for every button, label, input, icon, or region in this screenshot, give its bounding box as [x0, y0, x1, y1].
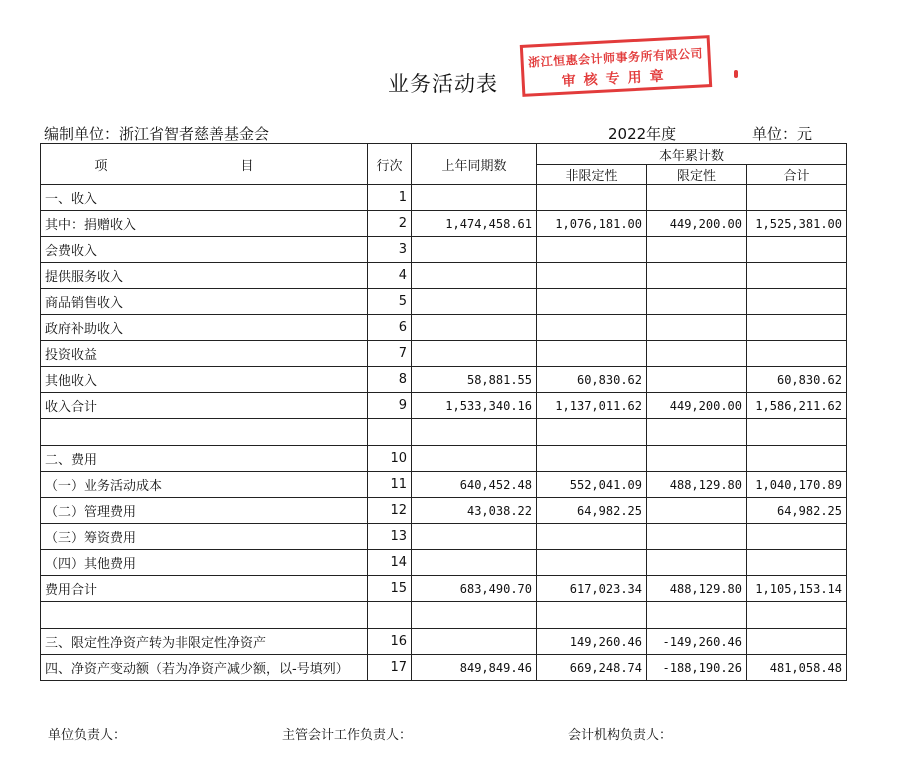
cell-prior-period — [412, 419, 537, 446]
cell-total — [747, 602, 847, 629]
cell-restricted: 449,200.00 — [647, 211, 747, 237]
cell-prior-period — [412, 446, 537, 472]
table-row — [41, 289, 847, 315]
cell-restricted — [647, 446, 747, 472]
cell-line-no: 10 — [368, 446, 412, 472]
cell-total — [747, 446, 847, 472]
cell-line-no: 15 — [368, 576, 412, 602]
cell-line-no — [368, 419, 412, 446]
cell-item: 政府补助收入 — [41, 315, 368, 341]
cell-item: （二）管理费用 — [41, 498, 368, 524]
cell-item: 会费收入 — [41, 237, 368, 263]
cell-unrestricted: 552,041.09 — [537, 472, 647, 498]
cell-item: （三）筹资费用 — [41, 524, 368, 550]
cell-line-no: 11 — [368, 472, 412, 498]
cell-line-no: 6 — [368, 315, 412, 341]
cell-unrestricted — [537, 550, 647, 576]
cell-item: 二、费用 — [41, 446, 368, 472]
cell-line-no: 2 — [368, 211, 412, 237]
cell-restricted: 488,129.80 — [647, 472, 747, 498]
cell-unrestricted — [537, 289, 647, 315]
cell-restricted — [647, 550, 747, 576]
cell-unrestricted — [537, 263, 647, 289]
table-row — [41, 419, 847, 446]
cell-unrestricted: 1,137,011.62 — [537, 393, 647, 419]
cell-line-no: 7 — [368, 341, 412, 367]
table-row — [41, 185, 847, 211]
cell-unrestricted: 60,830.62 — [537, 367, 647, 393]
cell-restricted — [647, 419, 747, 446]
cell-total — [747, 185, 847, 211]
footer-unit-head: 单位负责人： — [48, 728, 127, 743]
cell-unrestricted — [537, 341, 647, 367]
cell-total — [747, 524, 847, 550]
report-title: 业务活动表 — [388, 72, 498, 96]
cell-restricted: 488,129.80 — [647, 576, 747, 602]
cell-restricted — [647, 315, 747, 341]
stamp-purpose: 审核专用章 — [561, 68, 673, 90]
cell-line-no — [368, 602, 412, 629]
cell-prior-period — [412, 550, 537, 576]
header-current-cumulative: 本年累计数 — [537, 144, 847, 165]
currency-unit: 单位：元 — [752, 125, 813, 143]
cell-prior-period — [412, 237, 537, 263]
table-row — [41, 602, 847, 629]
cell-unrestricted — [537, 446, 647, 472]
cell-line-no: 17 — [368, 655, 412, 681]
cell-item — [41, 602, 368, 629]
cell-item: 其中：捐赠收入 — [41, 211, 368, 237]
cell-restricted — [647, 367, 747, 393]
cell-prior-period — [412, 315, 537, 341]
cell-unrestricted — [537, 602, 647, 629]
cell-prior-period — [412, 524, 537, 550]
cell-restricted — [647, 602, 747, 629]
cell-prior-period: 683,490.70 — [412, 576, 537, 602]
cell-line-no: 1 — [368, 185, 412, 211]
cell-prior-period: 640,452.48 — [412, 472, 537, 498]
table-row — [41, 629, 847, 655]
cell-item — [41, 419, 368, 446]
cell-unrestricted — [537, 237, 647, 263]
cell-total: 481,058.48 — [747, 655, 847, 681]
cell-prior-period — [412, 263, 537, 289]
cell-item: 一、收入 — [41, 185, 368, 211]
table-row — [41, 315, 847, 341]
cell-unrestricted: 617,023.34 — [537, 576, 647, 602]
table-body — [41, 185, 847, 681]
cell-line-no: 5 — [368, 289, 412, 315]
cell-total — [747, 289, 847, 315]
header-item: 项 目 — [41, 144, 368, 185]
cell-item: （一）业务活动成本 — [41, 472, 368, 498]
cell-line-no: 4 — [368, 263, 412, 289]
table-row — [41, 263, 847, 289]
cell-total — [747, 315, 847, 341]
cell-total — [747, 550, 847, 576]
cell-total: 64,982.25 — [747, 498, 847, 524]
cell-restricted: -149,260.46 — [647, 629, 747, 655]
table-row — [41, 524, 847, 550]
stamp-firm-name: 浙江恒惠会计师事务所有限公司 — [527, 46, 704, 70]
footer-accounting-dept-head: 会计机构负责人： — [568, 728, 673, 743]
cell-total: 1,525,381.00 — [747, 211, 847, 237]
table-row — [41, 341, 847, 367]
cell-prior-period — [412, 289, 537, 315]
cell-total: 1,040,170.89 — [747, 472, 847, 498]
cell-total — [747, 629, 847, 655]
table-row — [41, 472, 847, 498]
cell-line-no: 3 — [368, 237, 412, 263]
footer-accounting-head: 主管会计工作负责人： — [282, 728, 413, 743]
cell-unrestricted — [537, 524, 647, 550]
cell-prior-period: 58,881.55 — [412, 367, 537, 393]
cell-prior-period — [412, 341, 537, 367]
cell-total: 1,586,211.62 — [747, 393, 847, 419]
cell-item: 费用合计 — [41, 576, 368, 602]
cell-line-no: 12 — [368, 498, 412, 524]
header-row-1 — [41, 144, 847, 165]
table-row — [41, 367, 847, 393]
header-prior-period: 上年同期数 — [412, 144, 537, 185]
cell-item: 其他收入 — [41, 367, 368, 393]
cell-total: 1,105,153.14 — [747, 576, 847, 602]
header-unrestricted: 非限定性 — [537, 165, 647, 185]
cell-item: 收入合计 — [41, 393, 368, 419]
cell-unrestricted: 1,076,181.00 — [537, 211, 647, 237]
table-row — [41, 655, 847, 681]
table-row — [41, 498, 847, 524]
cell-item: （四）其他费用 — [41, 550, 368, 576]
cell-restricted — [647, 237, 747, 263]
cell-line-no: 9 — [368, 393, 412, 419]
cell-item: 三、限定性净资产转为非限定性净资产 — [41, 629, 368, 655]
cell-unrestricted — [537, 185, 647, 211]
cell-restricted — [647, 289, 747, 315]
audit-stamp — [520, 35, 712, 97]
cell-item: 四、净资产变动额（若为净资产减少额，以-号填列） — [41, 655, 368, 681]
cell-item: 提供服务收入 — [41, 263, 368, 289]
table-row — [41, 393, 847, 419]
cell-unrestricted — [537, 419, 647, 446]
red-mark — [734, 70, 738, 78]
cell-line-no: 14 — [368, 550, 412, 576]
cell-prior-period: 1,474,458.61 — [412, 211, 537, 237]
cell-prior-period — [412, 602, 537, 629]
cell-restricted — [647, 185, 747, 211]
cell-item: 投资收益 — [41, 341, 368, 367]
cell-line-no: 13 — [368, 524, 412, 550]
table-row — [41, 576, 847, 602]
cell-total: 60,830.62 — [747, 367, 847, 393]
cell-unrestricted: 64,982.25 — [537, 498, 647, 524]
cell-prior-period: 849,849.46 — [412, 655, 537, 681]
cell-restricted — [647, 524, 747, 550]
cell-restricted: 449,200.00 — [647, 393, 747, 419]
cell-prior-period — [412, 185, 537, 211]
header-line-no: 行次 — [368, 144, 412, 185]
table-row — [41, 446, 847, 472]
cell-line-no: 8 — [368, 367, 412, 393]
cell-total — [747, 263, 847, 289]
cell-restricted — [647, 341, 747, 367]
cell-unrestricted: 669,248.74 — [537, 655, 647, 681]
cell-prior-period — [412, 629, 537, 655]
cell-total — [747, 341, 847, 367]
cell-total — [747, 419, 847, 446]
cell-prior-period: 43,038.22 — [412, 498, 537, 524]
cell-item: 商品销售收入 — [41, 289, 368, 315]
table-row — [41, 550, 847, 576]
cell-total — [747, 237, 847, 263]
cell-prior-period: 1,533,340.16 — [412, 393, 537, 419]
activity-statement-table — [40, 143, 847, 681]
header-restricted: 限定性 — [647, 165, 747, 185]
table-row — [41, 211, 847, 237]
cell-restricted — [647, 263, 747, 289]
cell-restricted: -188,190.26 — [647, 655, 747, 681]
cell-line-no: 16 — [368, 629, 412, 655]
header-total: 合计 — [747, 165, 847, 185]
cell-unrestricted: 149,260.46 — [537, 629, 647, 655]
report-year: 2022年度 — [608, 125, 677, 143]
cell-unrestricted — [537, 315, 647, 341]
table-row — [41, 237, 847, 263]
preparing-organization: 编制单位：浙江省智者慈善基金会 — [44, 125, 270, 143]
cell-restricted — [647, 498, 747, 524]
